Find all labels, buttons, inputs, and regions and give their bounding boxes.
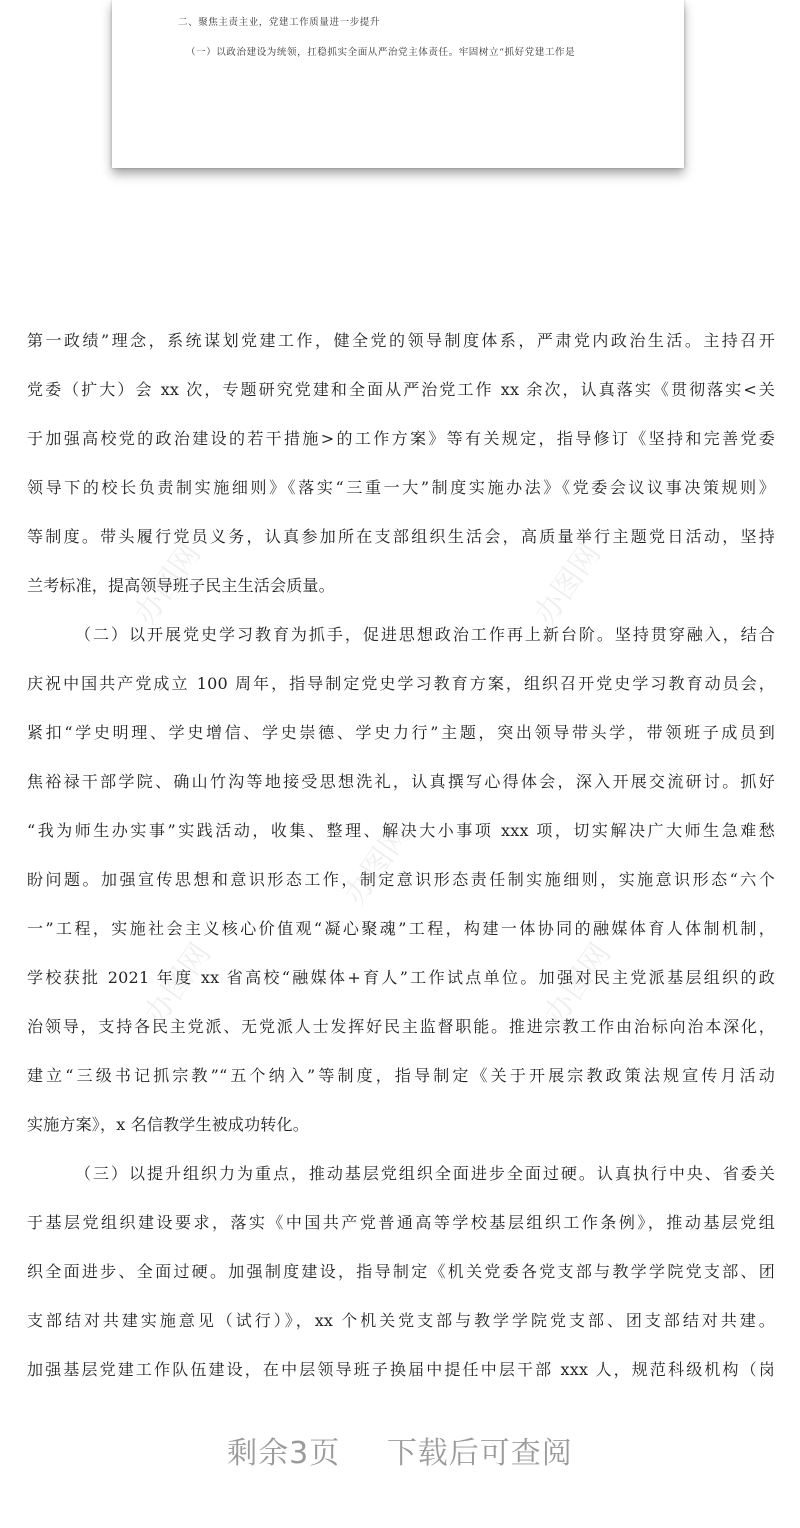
text-line: （二）以开展党史学习教育为抓手，促进思想政治工作再上新台阶。坚持贯穿融入，结合	[75, 625, 775, 644]
text-line: 学校获批 2021 年度 xx 省高校“融媒体+育人”工作试点单位。加强对民主党派基层组织的政	[27, 968, 775, 987]
text-line: 于基层党组织建设要求，落实《中国共产党普通高等学校基层组织工作条例》，推动基层党组	[27, 1213, 775, 1232]
text-line: 织全面进步、全面过硬。加强制度建设，指导制定《机关党委各党支部与教学学院党支部、团	[27, 1262, 775, 1281]
text-line: 第一政绩”理念，系统谋划党建工作，健全党的领导制度体系，严肃党内政治生活。主持召开	[27, 331, 775, 350]
watermark: 办图网	[337, 817, 419, 911]
text-line: 加强基层党建工作队伍建设，在中层领导班子换届中提任中层干部 xxx 人，规范科级机构（岗	[27, 1360, 775, 1379]
text-line: 一”工程，实施社会主义核心价值观“凝心聚魂”工程，构建一体协同的融媒体育人体制机制，	[27, 919, 775, 938]
download-to-view-label: 下载后可查阅	[386, 1436, 573, 1471]
text-line: 党委（扩大）会 xx 次，专题研究党建和全面从严治党工作 xx 余次，认真落实《贯彻落实<关	[27, 380, 775, 399]
text-line: 治领导，支持各民主党派、无党派人士发挥好民主监督职能。推进宗教工作由治标向治本深化，	[27, 1017, 775, 1036]
text-line: 领导下的校长负责制实施细则》《落实“三重一大”制度实施办法》《党委会议议事决策规则》	[27, 478, 775, 497]
watermark: 办图网	[537, 937, 619, 1031]
text-line: 焦裕禄干部学院、确山竹沟等地接受思想洗礼，认真撰写心得体会，深入开展交流研讨。抓好	[27, 772, 775, 791]
watermark: 办图网	[137, 937, 219, 1031]
text-line: 兰考标准，提高领导班子民主生活会质量。	[27, 576, 335, 595]
text-line: “我为师生办实事”实践活动，收集、整理、解决大小事项 xxx 项，切实解决广大师生急难愁	[27, 821, 775, 840]
watermark: 办图网	[127, 537, 209, 631]
text-line: 实施方案》，x 名信教学生被成功转化。	[27, 1115, 309, 1134]
preview-heading: 二、聚焦主责主业，党建工作质量进一步提升	[178, 17, 381, 28]
page-preview-card	[112, 0, 684, 168]
text-line: 盼问题。加强宣传思想和意识形态工作，制定意识形态责任制实施细则，实施意识形态“六个	[27, 870, 775, 889]
preview-first-line: （一）以政治建设为统领，扛稳抓实全面从严治党主体责任。牢固树立“抓好党建工作是	[186, 47, 576, 58]
text-line: 等制度。带头履行党员义务，认真参加所在支部组织生活会，高质量举行主题党日活动，坚持	[27, 527, 775, 546]
text-line: （三）以提升组织力为重点，推动基层党组织全面进步全面过硬。认真执行中央、省委关	[75, 1164, 775, 1183]
text-line: 紧扣“学史明理、学史增信、学史崇德、学史力行”主题，突出领导带头学，带领班子成员到	[27, 723, 775, 742]
remaining-pages-label: 剩余3页	[227, 1436, 341, 1471]
text-line: 建立“三级书记抓宗教”“五个纳入”等制度，指导制定《关于开展宗教政策法规宣传月活动	[27, 1066, 775, 1085]
text-line: 于加强高校党的政治建设的若干措施>的工作方案》等有关规定，指导修订《坚持和完善党委	[27, 429, 775, 448]
watermark: 办图网	[527, 537, 609, 631]
text-line: 支部结对共建实施意见（试行）》，xx 个机关党支部与教学学院党支部、团支部结对共建。	[27, 1311, 775, 1330]
text-line: 庆祝中国共产党成立 100 周年，指导制定党史学习教育方案，组织召开党史学习教育动员会，	[27, 674, 775, 693]
download-prompt[interactable]	[0, 1428, 800, 1472]
